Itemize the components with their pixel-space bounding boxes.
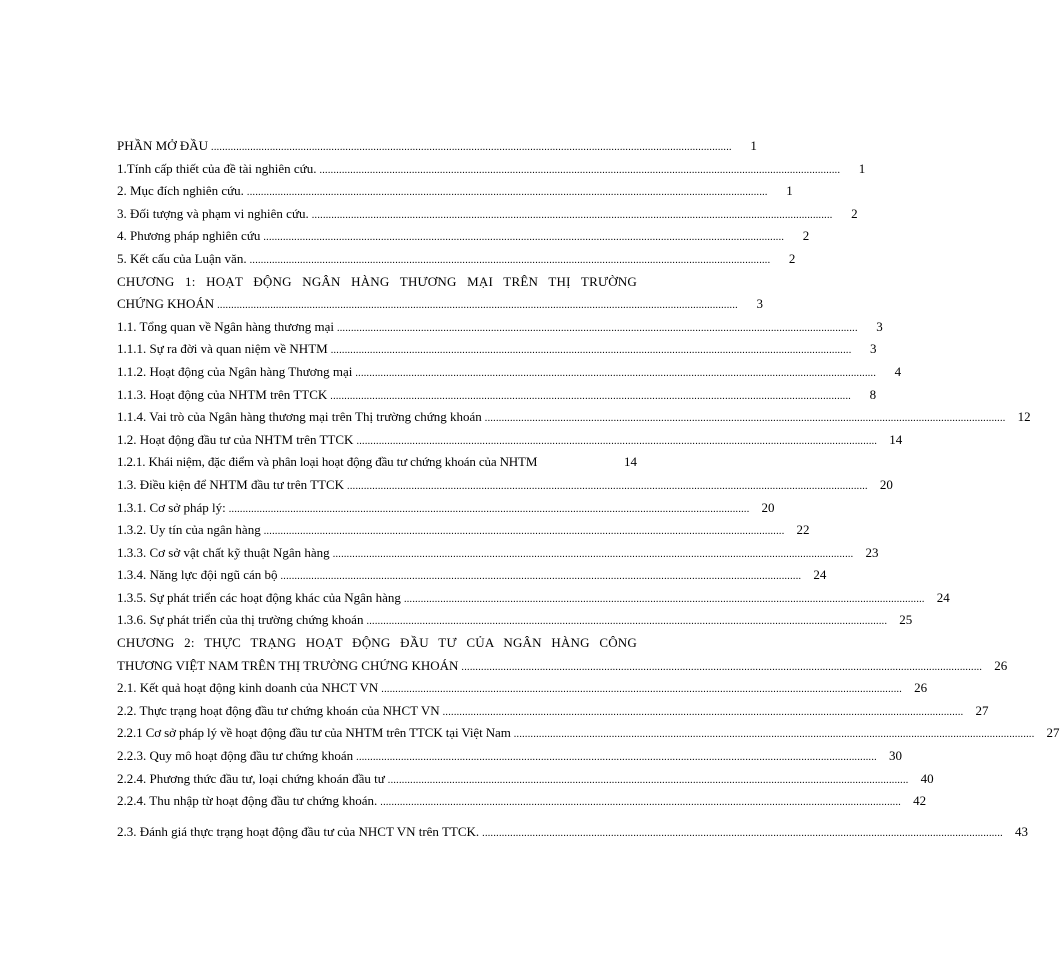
toc-entry bbox=[117, 821, 1028, 844]
toc-entry-label: 1.3.1. Cơ sở pháp lý: bbox=[117, 499, 226, 515]
toc-entry bbox=[117, 655, 1008, 678]
toc-entry-page: 25 bbox=[899, 612, 913, 628]
toc-entry bbox=[117, 316, 883, 339]
toc-entry-page: 24 bbox=[813, 567, 827, 583]
toc-entry-label: 1.1.3. Hoạt động của NHTM trên TTCK bbox=[117, 386, 328, 402]
chapter-heading-line: THƯƠNG VIỆT NAM TRÊN THỊ TRƯỜNG CHỨNG KHOÁN bbox=[117, 657, 459, 673]
toc-entry-page: 40 bbox=[920, 770, 934, 786]
toc-entry-label: 4. Phương pháp nghiên cứu bbox=[117, 228, 261, 244]
leader-dots: .......................................................................................................................................................................................... bbox=[356, 752, 877, 764]
chapter-heading-line: CHƯƠNG 1: HOẠT ĐỘNG NGÂN HÀNG THƯƠNG MẠI TRÊN THỊ TRƯỜNG bbox=[117, 273, 637, 289]
toc-entry-page: 3 bbox=[870, 341, 877, 357]
table-of-contents bbox=[117, 135, 1060, 843]
toc-entry-label: PHẦN MỞ ĐẦU bbox=[117, 138, 209, 153]
toc-entry bbox=[117, 451, 637, 474]
toc-entry-page: 14 bbox=[889, 431, 903, 447]
toc-entry bbox=[117, 564, 827, 587]
toc-entry-page: 22 bbox=[796, 522, 810, 538]
leader-dots: .......................................................................................................................................................................................... bbox=[381, 684, 903, 696]
leader-dots: .......................................................................................................................................................................................... bbox=[332, 548, 854, 560]
toc-entry bbox=[117, 158, 866, 181]
toc-entry-label: 1.2.1. Khái niệm, đặc điểm và phân loại hoạt động đầu tư chứng khoán của NHTM bbox=[117, 454, 538, 470]
toc-entry bbox=[117, 722, 1060, 745]
toc-entry-page: 14 bbox=[624, 454, 637, 470]
leader-dots: .......................................................................................................................................................................................... bbox=[249, 254, 771, 266]
toc-entry-page: 1 bbox=[858, 160, 866, 176]
leader-dots: .......................................................................................................................................................................................... bbox=[484, 413, 1006, 425]
leader-dots: .......................................................................................................................................................................................... bbox=[380, 797, 902, 809]
toc-entry bbox=[117, 225, 810, 248]
toc-entry-page: 2 bbox=[788, 250, 796, 266]
leader-dots: .......................................................................................................................................................................................... bbox=[355, 367, 877, 379]
leader-dots: .......................................................................................................................................................................................... bbox=[356, 435, 878, 447]
toc-entry-page: 4 bbox=[894, 363, 902, 379]
toc-entry-page: 26 bbox=[914, 680, 928, 696]
leader-dots: .......................................................................................................................................................................................... bbox=[246, 187, 768, 199]
toc-entry-page: 24 bbox=[936, 589, 950, 605]
toc-entry-label: 2.2.4. Phương thức đầu tư, loại chứng khoán đầu tư bbox=[117, 770, 385, 786]
leader-dots: .......................................................................................................................................................................................... bbox=[513, 729, 1035, 741]
chapter-heading-line: CHƯƠNG 2: THỰC TRẠNG HOẠT ĐỘNG ĐẦU TƯ CỦA NGÂN HÀNG CÔNG bbox=[117, 635, 637, 651]
toc-entry-label: 1.1.1. Sự ra đời và quan niệm về NHTM bbox=[117, 341, 328, 357]
toc-entry bbox=[117, 361, 902, 384]
leader-dots: .......................................................................................................................................................................................... bbox=[482, 827, 1003, 839]
toc-entry-page: 27 bbox=[1046, 725, 1060, 741]
leader-dots: .......................................................................................................................................................................................... bbox=[280, 571, 802, 583]
leader-dots: .......................................................................................................................................................................................... bbox=[387, 774, 909, 786]
toc-entry-page: 26 bbox=[994, 657, 1008, 673]
toc-entry-page: 2 bbox=[802, 228, 810, 244]
toc-entry-page: 3 bbox=[756, 296, 763, 312]
toc-entry-page: 1 bbox=[786, 183, 793, 199]
toc-entry bbox=[117, 338, 877, 361]
toc-entry bbox=[117, 542, 879, 565]
toc-entry bbox=[117, 768, 934, 791]
toc-entry bbox=[117, 248, 796, 271]
toc-entry bbox=[117, 519, 810, 542]
toc-entry bbox=[117, 180, 793, 203]
toc-entry-page: 2 bbox=[851, 205, 858, 221]
toc-entry-label: 1.1. Tổng quan về Ngân hàng thương mại bbox=[117, 318, 334, 334]
chapter-heading-line: CHỨNG KHOÁN bbox=[117, 296, 215, 312]
leader-dots: .......................................................................................................................................................................................... bbox=[442, 706, 964, 718]
leader-dots: .......................................................................................................................................................................................... bbox=[366, 616, 888, 628]
toc-entry-page: 20 bbox=[879, 476, 893, 492]
toc-entry bbox=[117, 677, 928, 700]
toc-entry bbox=[117, 429, 903, 452]
toc-entry-label: 2.2.4. Thu nhập từ hoạt động đầu tư chứng khoán. bbox=[117, 793, 378, 809]
toc-entry-label: 2.2.3. Quy mô hoạt động đầu tư chứng khoán bbox=[117, 748, 354, 764]
leader-dots: .......................................................................................................................................................................................... bbox=[311, 209, 833, 221]
toc-entry-page: 27 bbox=[975, 702, 989, 718]
toc-entry-page: 23 bbox=[865, 544, 879, 560]
leader-dots: .......................................................................................................................................................................................... bbox=[217, 300, 738, 312]
toc-entry-page: 42 bbox=[913, 793, 927, 809]
toc-entry-label: 2. Mục đích nghiên cứu. bbox=[117, 183, 244, 199]
toc-entry bbox=[117, 609, 913, 632]
leader-dots: .......................................................................................................................................................................................... bbox=[211, 142, 732, 153]
toc-entry-page: 3 bbox=[876, 318, 883, 334]
toc-entry-label: 1.Tính cấp thiết của đề tài nghiên cứu. bbox=[117, 160, 317, 176]
toc-entry-page: 8 bbox=[869, 386, 877, 402]
toc-entry bbox=[117, 203, 858, 226]
leader-dots: .......................................................................................................................................................................................... bbox=[336, 322, 858, 334]
toc-entry bbox=[117, 474, 893, 497]
toc-entry-label: 1.2. Hoạt động đầu tư của NHTM trên TTCK bbox=[117, 431, 354, 447]
toc-entry-page: 20 bbox=[761, 499, 775, 515]
leader-dots: .......................................................................................................................................................................................... bbox=[330, 390, 852, 402]
toc-entry-label: 3. Đối tượng và phạm vi nghiên cứu. bbox=[117, 205, 309, 221]
toc-entry-label: 5. Kết cấu của Luận văn. bbox=[117, 250, 247, 266]
toc-entry bbox=[117, 293, 763, 316]
toc-entry-page: 30 bbox=[888, 748, 902, 764]
toc-entry-label: 1.3.4. Năng lực đội ngũ cán bộ bbox=[117, 567, 278, 583]
toc-entry-label: 1.1.4. Vai trò của Ngân hàng thương mại trên Thị trường chứng khoán bbox=[117, 409, 482, 425]
leader-dots: .......................................................................................................................................................................................... bbox=[319, 164, 841, 176]
toc-entry-label: 2.2.1 Cơ sở pháp lý về hoạt động đầu tư của NHTM trên TTCK tại Việt Nam bbox=[117, 725, 511, 741]
toc-entry-label: 1.3. Điều kiện để NHTM đầu tư trên TTCK bbox=[117, 476, 345, 492]
toc-entry-label: 1.3.2. Uy tín của ngân hàng bbox=[117, 522, 261, 538]
toc-entry-label: 2.1. Kết quả hoạt động kinh doanh của NHCT VN bbox=[117, 680, 379, 696]
toc-entry bbox=[117, 790, 927, 813]
toc-entry bbox=[117, 587, 950, 610]
leader-dots: .......................................................................................................................................................................................... bbox=[347, 480, 868, 492]
toc-entry-label: 1.1.2. Hoạt động của Ngân hàng Thương mại bbox=[117, 363, 353, 379]
toc-entry-label: 2.3. Đánh giá thực trạng hoạt động đầu tư của NHCT VN trên TTCK. bbox=[117, 823, 480, 839]
leader-dots: .......................................................................................................................................................................................... bbox=[263, 232, 785, 244]
toc-entry bbox=[117, 135, 757, 158]
toc-entry bbox=[117, 745, 902, 768]
toc-entry bbox=[117, 406, 1031, 429]
toc-entry-label: 1.3.5. Sự phát triển các hoạt động khác của Ngân hàng bbox=[117, 589, 401, 605]
toc-entry bbox=[117, 384, 877, 407]
leader-dots: .......................................................................................................................................................................................... bbox=[330, 345, 852, 357]
toc-entry-page: 12 bbox=[1017, 409, 1031, 425]
toc-entry-label: 1.3.3. Cơ sở vật chất kỹ thuật Ngân hàng bbox=[117, 544, 330, 560]
toc-entry-label: 1.3.6. Sự phát triển của thị trường chứng khoán bbox=[117, 612, 364, 628]
leader-dots: .......................................................................................................................................................................................... bbox=[228, 503, 750, 515]
toc-entry-page: 1 bbox=[750, 138, 757, 153]
toc-entry bbox=[117, 700, 989, 723]
toc-entry bbox=[117, 497, 775, 520]
leader-dots: .......................................................................................................................................................................................... bbox=[403, 593, 925, 605]
toc-entry-page: 43 bbox=[1014, 823, 1028, 839]
toc-entry-label: 2.2. Thực trạng hoạt động đầu tư chứng khoán của NHCT VN bbox=[117, 702, 440, 718]
leader-dots: .......................................................................................................................................................................................... bbox=[461, 661, 983, 673]
leader-dots: .......................................................................................................................................................................................... bbox=[263, 526, 785, 538]
